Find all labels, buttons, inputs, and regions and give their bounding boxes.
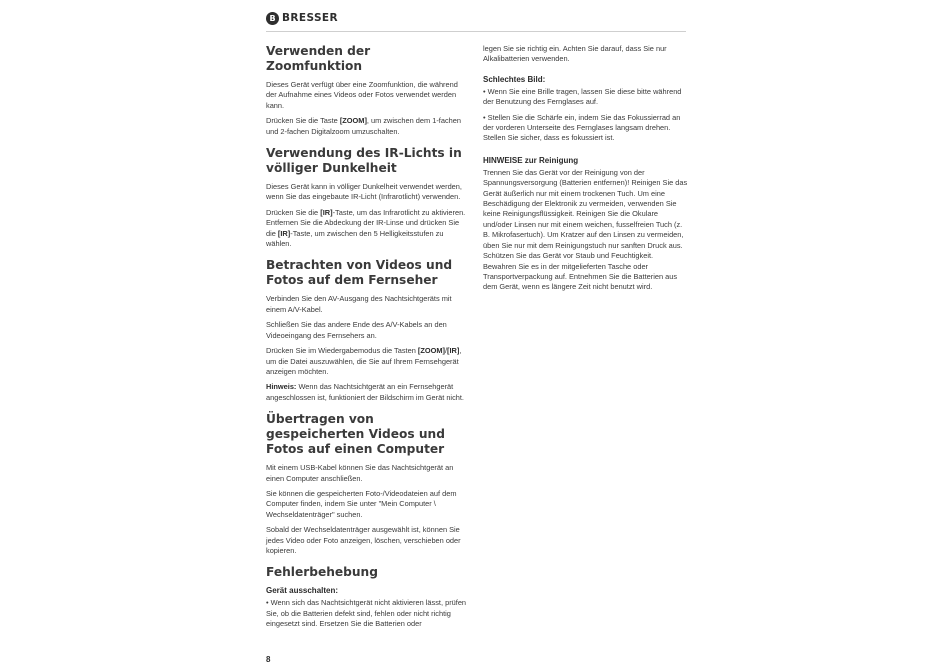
bad-image-paragraph-2: • Stellen Sie die Schärfe ein, indem Sie das Fokussierrad an der vorderen Unterseite des Fernglases langsam drehen. Stellen Sie sicher, dass es fokussiert ist. [483, 112, 681, 143]
ir-paragraph-2: Drücken Sie die [IR]-Taste, um das Infrarotlicht zu aktivieren. Entfernen Sie die Abdeckung der IR-Linse und drücken Sie die [IR]-Taste, um zwischen den 5 Helligkeitsstufen zu wählen. [266, 207, 466, 249]
ir-paragraph-1: Dieses Gerät kann in völliger Dunkelheit verwendet werden, wenn Sie das eingebaute IR-Licht (Infrarotlicht) verwenden. [266, 182, 462, 202]
subheading-bad-image: Schlechtes Bild: [483, 74, 546, 84]
section-bad-image [483, 75, 688, 144]
right-column [483, 44, 688, 302]
trouble-continuation: legen Sie sie richtig ein. Achten Sie darauf, dass Sie nur Alkalibatterien verwenden. [483, 44, 667, 64]
zoom-key: [ZOOM] [339, 116, 367, 126]
section-troubleshooting [266, 565, 468, 629]
zoom-paragraph-2: Drücken Sie die Taste [ZOOM], um zwischen dem 1-fachen und 2-fachen Digitalzoom umzuschalten. [266, 116, 461, 136]
trouble-paragraph-1: • Wenn sich das Nachtsichtgerät nicht aktivieren lässt, prüfen Sie, ob die Batterien defekt sind, fehlen oder nicht richtig eingesetzt sind. Ersetzen Sie die Batterien oder [266, 598, 467, 629]
heading-computer: Übertragen von gespeicherten Videos und Fotos auf einen Computer [266, 412, 445, 457]
ir-key-2: [IR] [277, 228, 291, 238]
brand-logo [266, 11, 338, 25]
brand-logo-icon: B [266, 12, 279, 25]
brand-name: BRESSER [282, 12, 338, 24]
cleaning-paragraph: Trennen Sie das Gerät vor der Reinigung von der Spannungsversorgung (Batterien entfernen)! Reinigen Sie das Gerät äußerlich nur mit einem trockenen Tuch. Um eine Beschädigung der Elektronik zu vermeiden, verwenden Sie keine Reinigungsflüssigkeit. Reinigen Sie die Okulare und/oder Linsen nur mit einem weichen, fusselfreien Tuch (z. B. Mikrofasertuch). Um Kratzer auf den Linsen zu vermeiden, üben Sie nur mit dem Reinigungstuch nur sanften Druck aus. Schützen Sie das Gerät vor Staub und Feuchtigkeit. Bewahren Sie es in der mitgelieferten Tasche oder Transportverpackung auf. Entnehmen Sie die Batterien aus dem Gerät, wenn es längere Zeit nicht benutzt wird. [483, 167, 688, 292]
note-label: Hinweis: [266, 382, 297, 392]
pc-paragraph-3: Sobald der Wechseldatenträger ausgewählt ist, können Sie jedes Video oder Foto anzeigen, löschen, verschieben oder kopieren. [266, 525, 461, 555]
tv-paragraph-2: Schließen Sie das andere Ende des A/V-Kabels an den Videoeingang des Fernsehers an. [266, 320, 447, 340]
tv-paragraph-1: Verbinden Sie den AV-Ausgang des Nachtsichtgeräts mit einem A/V-Kabel. [266, 294, 452, 314]
zoom-paragraph-1: Dieses Gerät verfügt über eine Zoomfunktion, die während der Aufnahme eines Videos oder Fotos verwendet werden kann. [266, 80, 458, 110]
bad-image-paragraph-1: • Wenn Sie eine Brille tragen, lassen Sie diese bitte während der Benutzung des Fernglases auf. [483, 86, 682, 107]
section-computer [266, 412, 468, 556]
heading-troubleshooting: Fehlerbehebung [266, 565, 378, 580]
heading-tv: Betrachten von Videos und Fotos auf dem Fernseher [266, 258, 453, 288]
subheading-cleaning: HINWEISE zur Reinigung [483, 155, 579, 165]
section-tv [266, 258, 468, 403]
tv-note: Hinweis: Wenn das Nachtsichtgerät an ein Fernsehgerät angeschlossen ist, funktioniert der Bildschirm im Gerät nicht. [266, 382, 464, 402]
section-ir [266, 146, 468, 249]
header-divider [266, 31, 686, 32]
section-cleaning [483, 156, 688, 293]
subheading-power-off: Gerät ausschalten: [266, 586, 339, 596]
pc-paragraph-1: Mit einem USB-Kabel können Sie das Nachtsichtgerät an einen Computer anschließen. [266, 463, 454, 483]
heading-zoom: Verwenden der Zoomfunktion [266, 44, 371, 73]
pc-paragraph-2: Sie können die gespeicherten Foto-/Videodateien auf dem Computer finden, indem Sie unter "Mein Computer \ Wechseldatenträger" suchen. [266, 488, 457, 519]
heading-ir: Verwendung des IR-Lichts in völliger Dunkelheit [266, 146, 462, 176]
section-zoom [266, 44, 468, 137]
tv-paragraph-3: Drücken Sie im Wiedergabemodus die Tasten [ZOOM]/[IR], um die Datei auszuwählen, die Sie auf Ihrem Fernsehgerät anzeigen möchten. [266, 346, 462, 376]
page-number: 8 [266, 655, 271, 664]
left-column [266, 44, 468, 639]
ir-key: [IR] [320, 207, 333, 217]
